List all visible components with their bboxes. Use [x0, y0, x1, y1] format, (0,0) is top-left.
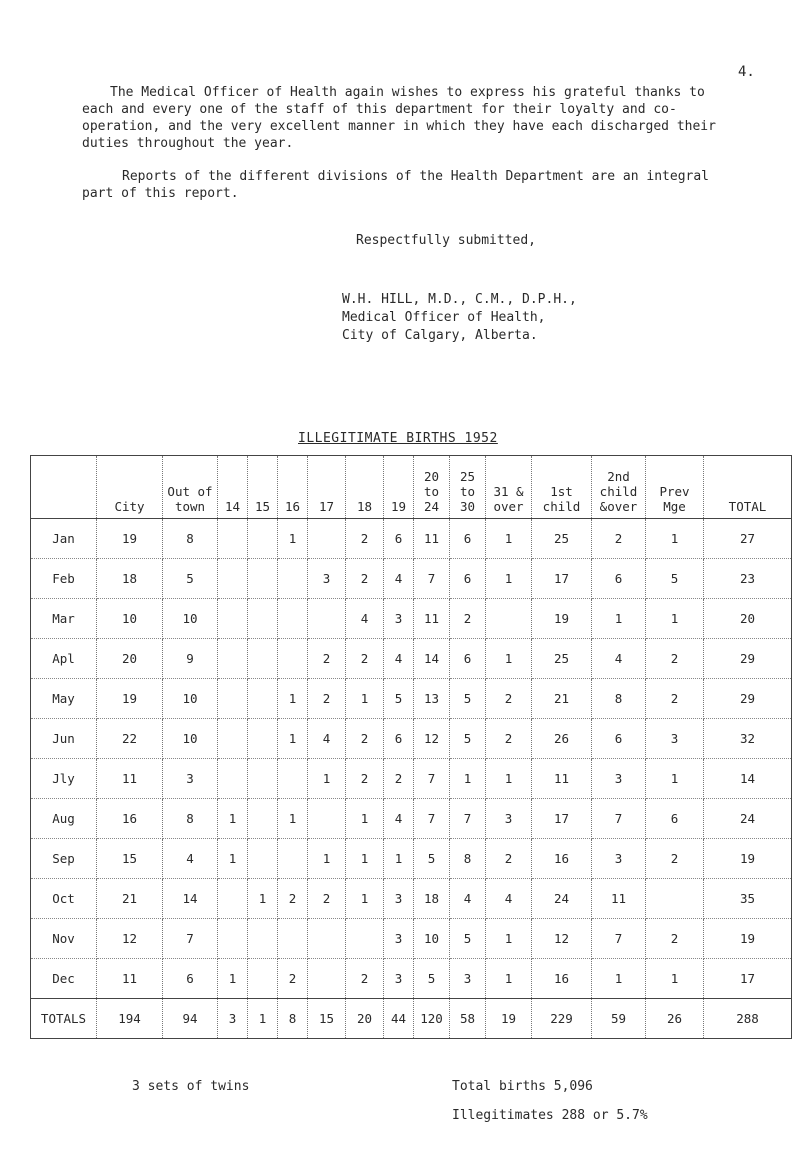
- month-cell: Sep: [31, 839, 97, 879]
- table-row: [31, 759, 792, 799]
- totals-cell: 58: [450, 999, 486, 1039]
- table-cell: 24: [704, 799, 792, 839]
- totals-cell: 229: [532, 999, 592, 1039]
- month-cell: Jly: [31, 759, 97, 799]
- table-cell: 1: [278, 719, 308, 759]
- table-cell: 18: [97, 559, 163, 599]
- table-cell: 7: [414, 759, 450, 799]
- table-row: [31, 719, 792, 759]
- table-cell: 3: [592, 839, 646, 879]
- table-cell: [248, 559, 278, 599]
- table-header-row: [31, 456, 792, 519]
- totals-cell: 20: [346, 999, 384, 1039]
- signature-block: [342, 291, 577, 345]
- table-cell: 3: [646, 719, 704, 759]
- table-cell: 17: [532, 559, 592, 599]
- column-header: 1st child: [532, 456, 592, 519]
- table-cell: [308, 599, 346, 639]
- totals-cell: 44: [384, 999, 414, 1039]
- column-header: 15: [248, 456, 278, 519]
- table-cell: 1: [486, 959, 532, 999]
- table-cell: 32: [704, 719, 792, 759]
- table-cell: 18: [414, 879, 450, 919]
- table-cell: 6: [450, 519, 486, 559]
- table-cell: 2: [346, 759, 384, 799]
- table-cell: [218, 519, 248, 559]
- table-cell: 4: [384, 799, 414, 839]
- table-cell: 1: [646, 759, 704, 799]
- table-cell: 27: [704, 519, 792, 559]
- table-cell: 1: [278, 519, 308, 559]
- table-cell: [486, 599, 532, 639]
- table-cell: 2: [646, 679, 704, 719]
- month-cell: Jan: [31, 519, 97, 559]
- table-cell: 19: [97, 679, 163, 719]
- table-cell: 11: [97, 759, 163, 799]
- table-cell: 16: [532, 839, 592, 879]
- table-cell: 19: [704, 839, 792, 879]
- table-cell: [278, 599, 308, 639]
- table-cell: 21: [532, 679, 592, 719]
- column-header: 19: [384, 456, 414, 519]
- table-cell: 5: [414, 959, 450, 999]
- table-cell: [248, 719, 278, 759]
- table-cell: 4: [592, 639, 646, 679]
- table-cell: 10: [163, 599, 218, 639]
- table-cell: 6: [592, 719, 646, 759]
- illegitimates-note: Illegitimates 288 or 5.7%: [452, 1108, 648, 1123]
- table-cell: [248, 599, 278, 639]
- table-cell: 29: [704, 639, 792, 679]
- table-cell: 5: [384, 679, 414, 719]
- table-cell: 7: [450, 799, 486, 839]
- table-row: [31, 879, 792, 919]
- table-cell: 9: [163, 639, 218, 679]
- table-cell: [248, 839, 278, 879]
- signature-title: Medical Officer of Health,: [342, 310, 546, 325]
- table-cell: 3: [384, 599, 414, 639]
- table-cell: 10: [414, 919, 450, 959]
- table-cell: 11: [532, 759, 592, 799]
- table-cell: 11: [414, 599, 450, 639]
- table-cell: 1: [218, 959, 248, 999]
- table-cell: 1: [592, 599, 646, 639]
- table-cell: 22: [97, 719, 163, 759]
- table-cell: 16: [532, 959, 592, 999]
- totals-cell: 8: [278, 999, 308, 1039]
- table-cell: 3: [384, 959, 414, 999]
- table-cell: 5: [450, 919, 486, 959]
- table-cell: 2: [384, 759, 414, 799]
- table-cell: 1: [346, 879, 384, 919]
- table-cell: 20: [704, 599, 792, 639]
- twins-note: 3 sets of twins: [132, 1079, 250, 1094]
- table-cell: 10: [97, 599, 163, 639]
- table-cell: 1: [486, 919, 532, 959]
- table-cell: 4: [384, 559, 414, 599]
- table-cell: 25: [532, 519, 592, 559]
- table-cell: 2: [308, 679, 346, 719]
- table-cell: 4: [384, 639, 414, 679]
- column-header: [31, 456, 97, 519]
- table-cell: 1: [346, 839, 384, 879]
- totals-cell: 1: [248, 999, 278, 1039]
- table-cell: 2: [278, 879, 308, 919]
- table-cell: 2: [346, 559, 384, 599]
- totals-cell: 194: [97, 999, 163, 1039]
- table-cell: 5: [450, 679, 486, 719]
- table-cell: 1: [248, 879, 278, 919]
- table-cell: 1: [278, 799, 308, 839]
- table-cell: 1: [308, 759, 346, 799]
- table-cell: [278, 639, 308, 679]
- month-cell: Dec: [31, 959, 97, 999]
- table-row: [31, 799, 792, 839]
- totals-cell: 15: [308, 999, 346, 1039]
- table-cell: 10: [163, 679, 218, 719]
- column-header: 31 & over: [486, 456, 532, 519]
- column-header: City: [97, 456, 163, 519]
- table-cell: 1: [486, 639, 532, 679]
- table-cell: 6: [384, 719, 414, 759]
- table-cell: 19: [532, 599, 592, 639]
- table-cell: 4: [346, 599, 384, 639]
- month-cell: May: [31, 679, 97, 719]
- column-header: Out of town: [163, 456, 218, 519]
- table-cell: 4: [450, 879, 486, 919]
- totals-cell: 3: [218, 999, 248, 1039]
- table-cell: [308, 799, 346, 839]
- table-cell: 35: [704, 879, 792, 919]
- table-cell: [308, 919, 346, 959]
- signature-city: City of Calgary, Alberta.: [342, 328, 538, 343]
- month-cell: Jun: [31, 719, 97, 759]
- table-cell: 10: [163, 719, 218, 759]
- table-cell: 1: [486, 559, 532, 599]
- table-cell: [248, 799, 278, 839]
- table-cell: 1: [450, 759, 486, 799]
- table-cell: 2: [486, 839, 532, 879]
- table-cell: 5: [414, 839, 450, 879]
- table-cell: 2: [346, 959, 384, 999]
- totals-cell: 94: [163, 999, 218, 1039]
- illegitimate-births-table: [30, 455, 792, 1039]
- table-cell: 1: [646, 599, 704, 639]
- page-number: 4.: [738, 64, 755, 80]
- table-cell: 12: [97, 919, 163, 959]
- paragraph-reports: Reports of the different divisions of the Health Department are an integral part of this report.: [82, 169, 709, 201]
- table-cell: [218, 719, 248, 759]
- table-cell: 15: [97, 839, 163, 879]
- totals-cell: 120: [414, 999, 450, 1039]
- total-births-note: Total births 5,096: [452, 1079, 593, 1094]
- table-cell: 5: [646, 559, 704, 599]
- column-header: 20 to 24: [414, 456, 450, 519]
- table-cell: 7: [592, 799, 646, 839]
- table-cell: 20: [97, 639, 163, 679]
- table-row: [31, 919, 792, 959]
- table-cell: 2: [346, 719, 384, 759]
- table-row: [31, 559, 792, 599]
- table-cell: [248, 679, 278, 719]
- table-cell: 2: [308, 879, 346, 919]
- table-cell: 24: [532, 879, 592, 919]
- table-cell: [308, 959, 346, 999]
- table-cell: 5: [450, 719, 486, 759]
- table-row: [31, 959, 792, 999]
- table-cell: 12: [532, 919, 592, 959]
- table-cell: 4: [163, 839, 218, 879]
- column-header: 14: [218, 456, 248, 519]
- table-cell: 14: [163, 879, 218, 919]
- table-cell: 2: [486, 679, 532, 719]
- table-cell: 2: [646, 839, 704, 879]
- table-cell: 1: [646, 959, 704, 999]
- table-cell: 23: [704, 559, 792, 599]
- table-cell: 3: [308, 559, 346, 599]
- table-cell: [218, 759, 248, 799]
- table-cell: 1: [646, 519, 704, 559]
- totals-row: [31, 999, 792, 1039]
- table-cell: 19: [704, 919, 792, 959]
- table-cell: [218, 679, 248, 719]
- column-header: 16: [278, 456, 308, 519]
- totals-cell: 19: [486, 999, 532, 1039]
- column-header: Prev Mge: [646, 456, 704, 519]
- table-cell: 8: [163, 519, 218, 559]
- signature-name: W.H. HILL, M.D., C.M., D.P.H.,: [342, 292, 577, 307]
- table-cell: 25: [532, 639, 592, 679]
- table-cell: 17: [532, 799, 592, 839]
- table-cell: 13: [414, 679, 450, 719]
- table-cell: [278, 839, 308, 879]
- table-row: [31, 839, 792, 879]
- table-cell: [218, 599, 248, 639]
- table-cell: 2: [486, 719, 532, 759]
- table-cell: 2: [278, 959, 308, 999]
- table-cell: 7: [414, 559, 450, 599]
- table-cell: 4: [308, 719, 346, 759]
- totals-label: TOTALS: [31, 999, 97, 1039]
- table-cell: 8: [450, 839, 486, 879]
- table-cell: 1: [308, 839, 346, 879]
- table-cell: 2: [646, 919, 704, 959]
- table-cell: 2: [346, 639, 384, 679]
- table-cell: 11: [414, 519, 450, 559]
- table-cell: 11: [592, 879, 646, 919]
- totals-cell: 26: [646, 999, 704, 1039]
- totals-cell: 59: [592, 999, 646, 1039]
- table-cell: 17: [704, 959, 792, 999]
- table-cell: 3: [384, 879, 414, 919]
- table-cell: 1: [346, 679, 384, 719]
- month-cell: Apl: [31, 639, 97, 679]
- table-cell: 3: [486, 799, 532, 839]
- column-header: TOTAL: [704, 456, 792, 519]
- table-cell: [278, 759, 308, 799]
- totals-cell: 288: [704, 999, 792, 1039]
- month-cell: Feb: [31, 559, 97, 599]
- table-row: [31, 599, 792, 639]
- table-cell: [218, 639, 248, 679]
- table-cell: 1: [486, 759, 532, 799]
- table-cell: 2: [450, 599, 486, 639]
- table-cell: 6: [592, 559, 646, 599]
- table-cell: [278, 919, 308, 959]
- table-cell: 1: [218, 799, 248, 839]
- month-cell: Oct: [31, 879, 97, 919]
- table-cell: [248, 639, 278, 679]
- table-cell: 2: [646, 639, 704, 679]
- column-header: 2nd child &over: [592, 456, 646, 519]
- table-cell: 16: [97, 799, 163, 839]
- table-cell: [248, 919, 278, 959]
- table-cell: 1: [486, 519, 532, 559]
- table-cell: 2: [346, 519, 384, 559]
- table-row: [31, 679, 792, 719]
- table-row: [31, 639, 792, 679]
- table-cell: 12: [414, 719, 450, 759]
- table-cell: 7: [414, 799, 450, 839]
- table-cell: 14: [414, 639, 450, 679]
- table-row: [31, 519, 792, 559]
- table-cell: 5: [163, 559, 218, 599]
- table-cell: [218, 919, 248, 959]
- table-cell: 6: [450, 639, 486, 679]
- table-cell: 3: [450, 959, 486, 999]
- table-cell: 11: [97, 959, 163, 999]
- table-cell: [278, 559, 308, 599]
- table-cell: [218, 559, 248, 599]
- table-cell: 6: [384, 519, 414, 559]
- table-cell: 2: [308, 639, 346, 679]
- month-cell: Mar: [31, 599, 97, 639]
- table-cell: 6: [163, 959, 218, 999]
- table-cell: 26: [532, 719, 592, 759]
- table-cell: 3: [163, 759, 218, 799]
- table-title: ILLEGITIMATE BIRTHS 1952: [298, 431, 498, 446]
- table-cell: 8: [163, 799, 218, 839]
- column-header: 18: [346, 456, 384, 519]
- table-cell: [308, 519, 346, 559]
- column-header: 17: [308, 456, 346, 519]
- table-cell: [218, 879, 248, 919]
- table-cell: 6: [646, 799, 704, 839]
- table-cell: 3: [384, 919, 414, 959]
- table-cell: 4: [486, 879, 532, 919]
- table-cell: 21: [97, 879, 163, 919]
- table-cell: 8: [592, 679, 646, 719]
- table-cell: 1: [346, 799, 384, 839]
- month-cell: Aug: [31, 799, 97, 839]
- paragraph-thanks: The Medical Officer of Health again wishes to express his grateful thanks to each and every one of the staff of this department for their loyalty and co-operation, and the very excellent manner in which they have each discharged their duties throughout the year.: [82, 85, 716, 151]
- table-cell: 7: [163, 919, 218, 959]
- table-cell: [248, 519, 278, 559]
- table-cell: 1: [592, 959, 646, 999]
- column-header: 25 to 30: [450, 456, 486, 519]
- table-cell: [248, 759, 278, 799]
- table-cell: 2: [592, 519, 646, 559]
- table-cell: 6: [450, 559, 486, 599]
- table-cell: 1: [384, 839, 414, 879]
- table-cell: 29: [704, 679, 792, 719]
- closing-line: Respectfully submitted,: [356, 233, 537, 248]
- table-cell: 7: [592, 919, 646, 959]
- table-cell: 1: [218, 839, 248, 879]
- month-cell: Nov: [31, 919, 97, 959]
- table-cell: 19: [97, 519, 163, 559]
- table-cell: 3: [592, 759, 646, 799]
- table-cell: 1: [278, 679, 308, 719]
- table-cell: 14: [704, 759, 792, 799]
- table-cell: [646, 879, 704, 919]
- table-cell: [248, 959, 278, 999]
- table-cell: [346, 919, 384, 959]
